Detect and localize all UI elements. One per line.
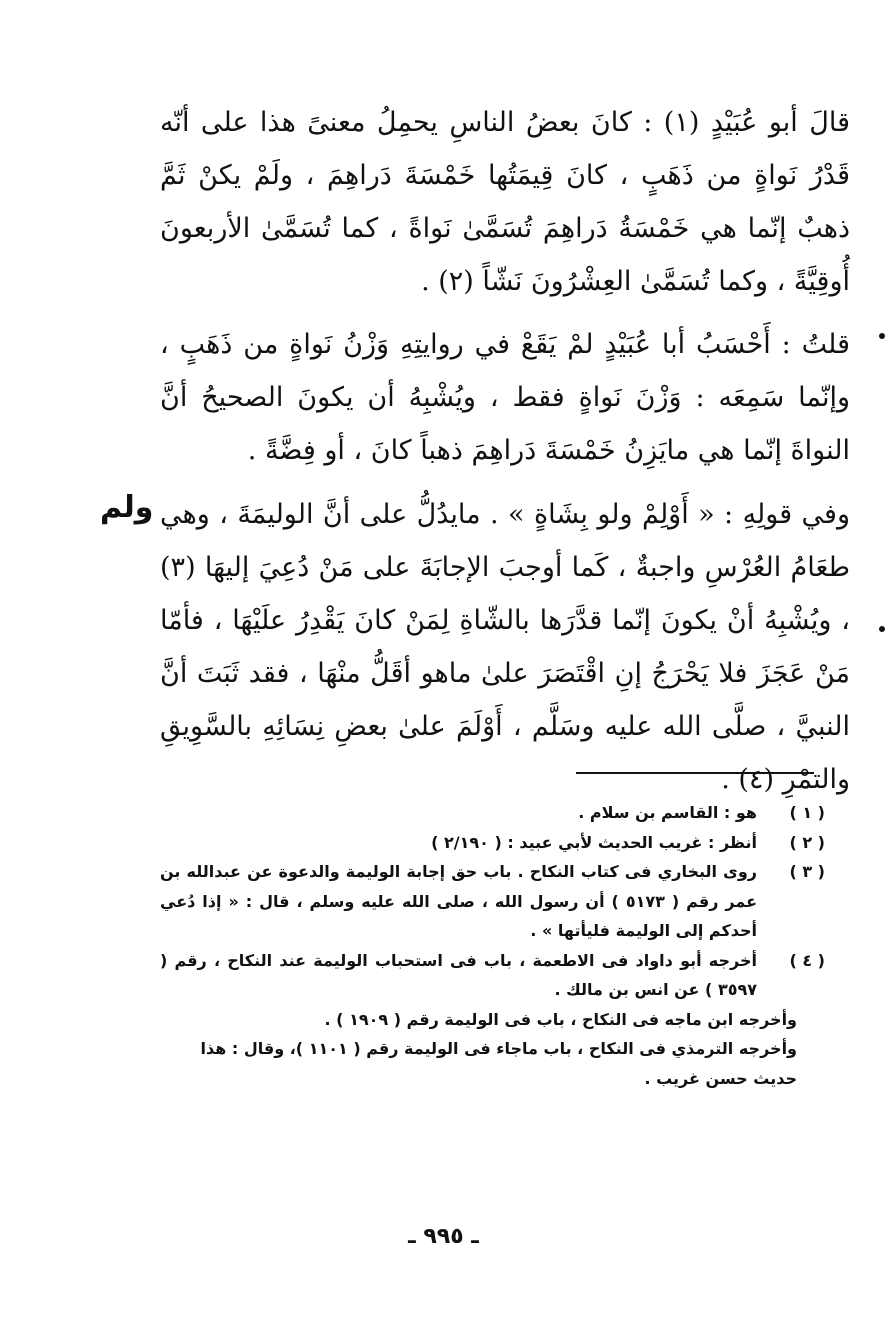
footnote-number: ( ٢ )	[789, 832, 825, 852]
footnote-continuation: وأخرجه ابن ماجه فى النكاح ، باب فى الوليمة رقم ( ١٩٠٩ ) .	[324, 1009, 797, 1029]
footnote-number: ( ١ )	[789, 803, 825, 822]
footnote-number: ( ٤ )	[789, 950, 825, 970]
margin-catchword: ولم	[100, 490, 154, 525]
footnote-text: أخرجه أبو داواد فى الاطعمة ، باب فى استحباب الوليمة عند النكاح ، رقم ( ٣٥٩٧ ) عن انس بن مالك .	[160, 950, 757, 999]
footnote-item	[160, 946, 825, 1005]
footnote-number: ( ٣ )	[789, 862, 825, 881]
main-paragraph-2: قلتُ : أَحْسَبُ أبا عُبَيْدٍ لمْ يَقَعْ في روايتِهِ وَزْنُ نَواةٍ من ذَهَبٍ ، وإنّما سَمِعَه : وَزْنَ نَواةٍ فقط ، ويُشْبِهُ أن يكونَ الصحيحُ أنَّ النواةَ إنّما هي مايَزِنُ خَمْسَةَ دَراهِمَ ذهباً كانَ ، أو فِضَّةً .	[160, 329, 850, 466]
footnote-item	[160, 857, 825, 946]
main-paragraph-1: قالَ أبو عُبَيْدٍ (١) : كانَ بعضُ الناسِ يحمِلُ معنىً هذا على أنّه قَدْرُ نَواةٍ من ذَهَبٍ ، كانَ قِيمَتُها خَمْسَةَ دَراهِمَ ، ولَمْ يكنْ ثَمَّ ذهبٌ إنّما هي خَمْسَةُ دَراهِمَ تُسَمَّىٰ نَواةً ، كما تُسَمَّىٰ الأربعونَ أُوقِيَّةً ، وكما تُسَمَّىٰ العِشْرُونَ نَشّاً (٢) .	[160, 107, 851, 297]
footnote-text: هو : القاسم بن سلام .	[578, 803, 757, 822]
main-paragraph-3: وفي قولِهِ : « أَوْلِمْ ولو بِشَاةٍ » . مايدُلُّ على أنَّ الوليمَةَ ، وهي طعَامُ العُرْسِ واجبةٌ ، كَما أوجبَ الإجابَةَ على مَنْ دُعِيَ إليهَا (٣) ، ويُشْبِهُ أنْ يكونَ إنّما قدَّرَها بالشّاةِ لِمَنْ كانَ يَقْدِرُ علَيْهَا ، فأمّا مَنْ عَجَزَ فلا يَحْرَجُ إنِ اقْتَصَرَ علىٰ ماهو أقَلُّ منْهَا ، فقد ثَبَتَ أنَّ النبيَّ ، صلَّى الله عليه وسَلَّم ، أَوْلَمَ علىٰ بعضِ نِسَائِهِ بالسَّوِيقِ والتمْرِ (٤) .	[160, 499, 850, 795]
page-number: ـ ٩٩٥ ـ	[408, 1224, 479, 1249]
footnote-item	[160, 828, 825, 858]
footnote-separator	[576, 772, 814, 774]
footnote-continuation: وأخرجه الترمذي فى النكاح ، باب ماجاء فى الوليمة رقم ( ١١٠١ )، وقال : هذا حديث حسن غريب .	[200, 1039, 797, 1088]
footnote-item	[160, 798, 825, 828]
footnote-text: أنظر : غريب الحديث لأبي عبيد : ( ٢/١٩٠ )	[431, 832, 757, 852]
margin-dot-mark	[879, 626, 885, 632]
margin-dot-mark	[879, 333, 885, 339]
footnote-text: روى البخاري فى كتاب النكاح . باب حق إجابة الوليمة والدعوة عن عبدالله بن عمر رقم ( ٥١٧٣ ) أن رسول الله ، صلى الله عليه وسلم ، قال : « إذا دُعي أحدكم إلى الوليمة فليأتها » .	[160, 862, 757, 940]
footnotes-list	[160, 798, 825, 1093]
